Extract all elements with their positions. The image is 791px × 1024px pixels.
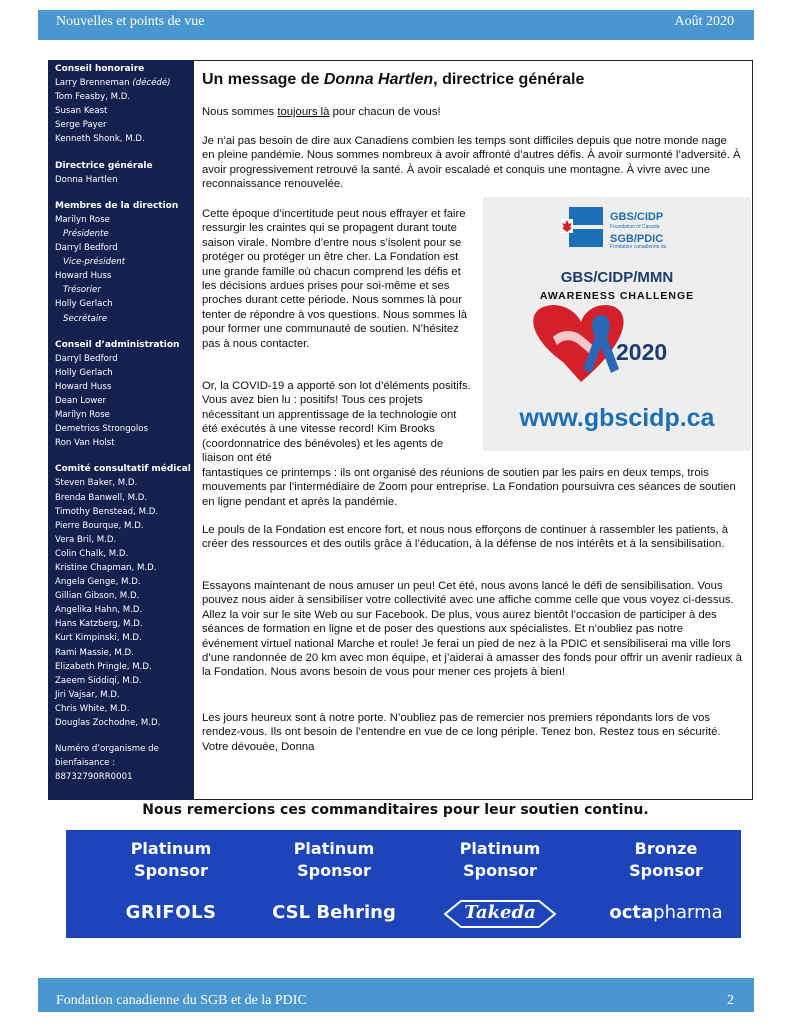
org-sub-en: Foundation of Canada: [610, 224, 660, 230]
list-item: Serge Payer: [55, 120, 107, 131]
sponsor-label: Sponsor: [134, 861, 208, 880]
sponsor-banner: [66, 830, 741, 938]
list-item: Howard Huss: [55, 381, 112, 392]
deceased-note: (décédé): [132, 78, 171, 89]
list-item: Hans Katzberg, M.D.: [55, 619, 143, 630]
list-item: Kurt Kimpinski, M.D.: [55, 633, 142, 644]
list-item: Brenda Banwell, M.D.: [55, 492, 148, 503]
list-item: Elizabeth Pringle, M.D.: [55, 661, 152, 672]
sidebar: [48, 60, 193, 800]
list-item: Marilyn Rose: [55, 410, 110, 421]
list-item: Susan Keast: [55, 106, 108, 117]
list-item: Donna Hartlen: [55, 174, 118, 185]
page-number: 2: [727, 993, 734, 1008]
role-label: Vice-président: [63, 257, 126, 268]
sponsor-label: Sponsor: [297, 861, 371, 880]
honorary-heading: Conseil honoraire: [55, 64, 145, 74]
sponsor-logo-grifols: GRIFOLS: [125, 902, 217, 923]
poster-url: www.gbscidp.ca: [519, 404, 715, 432]
list-item: Darryl Bedford: [55, 243, 118, 254]
footer-bar: [38, 978, 754, 1012]
list-item: Rami Massie, M.D.: [55, 647, 134, 658]
list-item: Colin Chalk, M.D.: [55, 548, 129, 559]
list-item: Demetrios Strongolos: [55, 424, 149, 435]
list-item: Steven Baker, M.D.: [55, 478, 138, 489]
list-item: Kenneth Shonk, M.D.: [55, 134, 145, 145]
poster-year: 2020: [616, 339, 668, 365]
logo-block-bottom: [569, 229, 603, 247]
exec-heading: Membres de la direction: [55, 200, 179, 211]
list-item: Zaeem Siddiqi, M.D.: [55, 675, 142, 686]
sponsor-logo-csl: CSL Behring: [272, 902, 396, 923]
newsletter-title: Nouvelles et points de vue: [56, 14, 205, 29]
role-label: Trésorier: [63, 285, 101, 296]
list-item: Douglas Zochodne, M.D.: [55, 718, 161, 729]
list-item: Kristine Chapman, M.D.: [55, 563, 157, 573]
list-item: Timothy Benstead, M.D.: [55, 506, 159, 517]
list-item: Angela Genge, M.D.: [55, 577, 141, 588]
list-item: Dean Lower: [55, 395, 107, 406]
sponsor-thanks: Nous remercions ces commanditaires pour leur soutien continu.: [142, 802, 649, 818]
paragraph: Je n’ai pas besoin de dire aux Canadiens combien les temps sont difficiles depuis que notre monde nage en pleine pandémie. Nous sommes nombreux à avoir affronté d’autres défis. À avoir surmonté l’adversité. À avoir progressivement retrouvé la santé. À avoir escaladé et conquis une montagne. À vivre avec une reconnaissance renouvelée.: [202, 135, 741, 191]
director-heading: Directrice générale: [55, 160, 153, 171]
list-item: Tom Feasby, M.D.: [55, 92, 131, 103]
sponsor-card: [259, 830, 409, 923]
role-label: Présidente: [63, 228, 109, 239]
list-item: Vera Bril, M.D.: [55, 534, 117, 545]
org-name-fr: SGB/PDIC: [610, 233, 664, 245]
sponsor-label: Sponsor: [629, 861, 703, 880]
list-item: Angelika Hahn, M.D.: [55, 605, 143, 616]
sponsor-card: [591, 830, 741, 923]
paragraph: Or, la COVID-19 a apporté son lot d’éléments positifs. Vous avez bien lu : positifs! Tous ces projets nécessitant un apprentissage de la technologie ont été exécutés à une vitesse record! Kim Brooks (coordonnatrice des bénévoles) et les agents de liaison ont été: [202, 380, 471, 465]
list-item: Marilyn Rose: [55, 214, 110, 225]
list-item: Howard Huss: [55, 271, 112, 282]
org-name-en: GBS/CIDP: [610, 211, 664, 223]
sponsor-level: Platinum: [130, 839, 212, 858]
list-item: Jiri Vajsar, M.D.: [55, 689, 120, 700]
sponsor-logo-takeda: Takeda: [464, 902, 536, 923]
list-item: Holly Gerlach: [55, 299, 113, 310]
awareness-poster: [483, 197, 751, 451]
sponsor-logo-octapharma: octapharma: [609, 902, 723, 923]
poster-title: GBS/CIDP/MMN: [560, 269, 674, 286]
paragraph: Les jours heureux sont à notre porte. N’oubliez pas de remercier nos premiers répondants lors de vos rendez-vous. Ils ont besoin de l’entendre en vue de ce long périple. Tenez bon. Restez tous en sécurité. Votre dévouée, Donna: [202, 712, 721, 753]
list-item: Pierre Bourque, M.D.: [55, 520, 144, 531]
paragraph: Nous sommes toujours là pour chacun de vous!: [202, 106, 441, 118]
paragraph: Essayons maintenant de nous amuser un peu! Cet été, nous avons lancé le défi de sensibilisation. Vous pouvez nous aider à sensibiliser votre collectivité avec une affiche comme celle que vous voyez ci-dessus. Allez la voir sur le site Web ou sur Facebook. De plus, vous aurez bientôt l’occasion de participer à des séances de formation en ligne et de poser des questions aux spécialistes. Et n’oubliez pas notre événement virtuel national Marche et roule! Je ferai un pied de nez à la PDIC et sensibiliserai ma ville lors d’une randonnée de 20 km avec mon équipe, et j’aiderai à amasser des fonds pour offrir un avenir radieux à la Fondation. Nous avons besoin de vous pour mener ces projets à bien!: [202, 580, 742, 679]
charity-label: Numéro d’organisme de bienfaisance :: [55, 744, 159, 769]
charity-number: 88732790RR0001: [55, 772, 133, 783]
medical-heading: Comité consultatif médical: [55, 464, 191, 475]
sponsor-card: [96, 830, 246, 923]
board-heading: Conseil d’administration: [55, 339, 180, 350]
header-bar: [38, 10, 754, 40]
org-sub-fr: Fondation canadienne du: [610, 244, 667, 250]
article-title: Un message de Donna Hartlen, directrice générale: [202, 71, 585, 88]
sponsor-card: [425, 830, 575, 923]
issue-date: Août 2020: [674, 14, 734, 29]
footer-org: Fondation canadienne du SGB et de la PDIC: [56, 993, 307, 1008]
list-item: Chris White, M.D.: [55, 703, 130, 714]
logo-block-top: [569, 207, 603, 225]
sponsor-level: Bronze: [634, 839, 698, 858]
list-item: Darryl Bedford: [55, 353, 118, 364]
sponsor-label: Sponsor: [463, 861, 537, 880]
sponsor-level: Platinum: [459, 839, 541, 858]
sponsor-level: Platinum: [293, 839, 375, 858]
list-item: Ron Van Holst: [55, 438, 115, 449]
paragraph: fantastiques ce printemps : ils ont organisé des réunions de soutien par les pairs en deux temps, trois mouvements par l’intermédiaire de Zoom pour entreprise. La Fondation poursuivra ces séances de soutien en ligne pendant et après la pandémie.: [202, 467, 736, 508]
list-item: Larry Brenneman (décédé): [55, 78, 171, 89]
role-label: Secrétaire: [63, 313, 108, 324]
list-item: Gillian Gibson, M.D.: [55, 591, 140, 602]
paragraph: Cette époque d’incertitude peut nous effrayer et faire ressurgir les craintes qui se propagent durant toute saison virale. Nombre d’entre nous s’isolent pour se protéger ou protéger un être cher. La Fondation est une grande famille où chacun comprend les défis et les décisions ardues prises pour soi-même et ses proches durant cette période. Nous sommes là pour tenter de répondre à vos questions. Nous sommes là pour former une communauté de soutien. N’hésitez pas à nous contacter.: [202, 208, 467, 350]
paragraph: Le pouls de la Fondation est encore fort, et nous nous efforçons de continuer à rassembler les patients, à créer des ressources et des outils grâce à l’éducation, à la défense de nos intérêts et à la sensibilisation.: [202, 524, 729, 551]
list-item: Holly Gerlach: [55, 367, 113, 378]
poster-subtitle: AWARENESS CHALLENGE: [539, 290, 695, 302]
